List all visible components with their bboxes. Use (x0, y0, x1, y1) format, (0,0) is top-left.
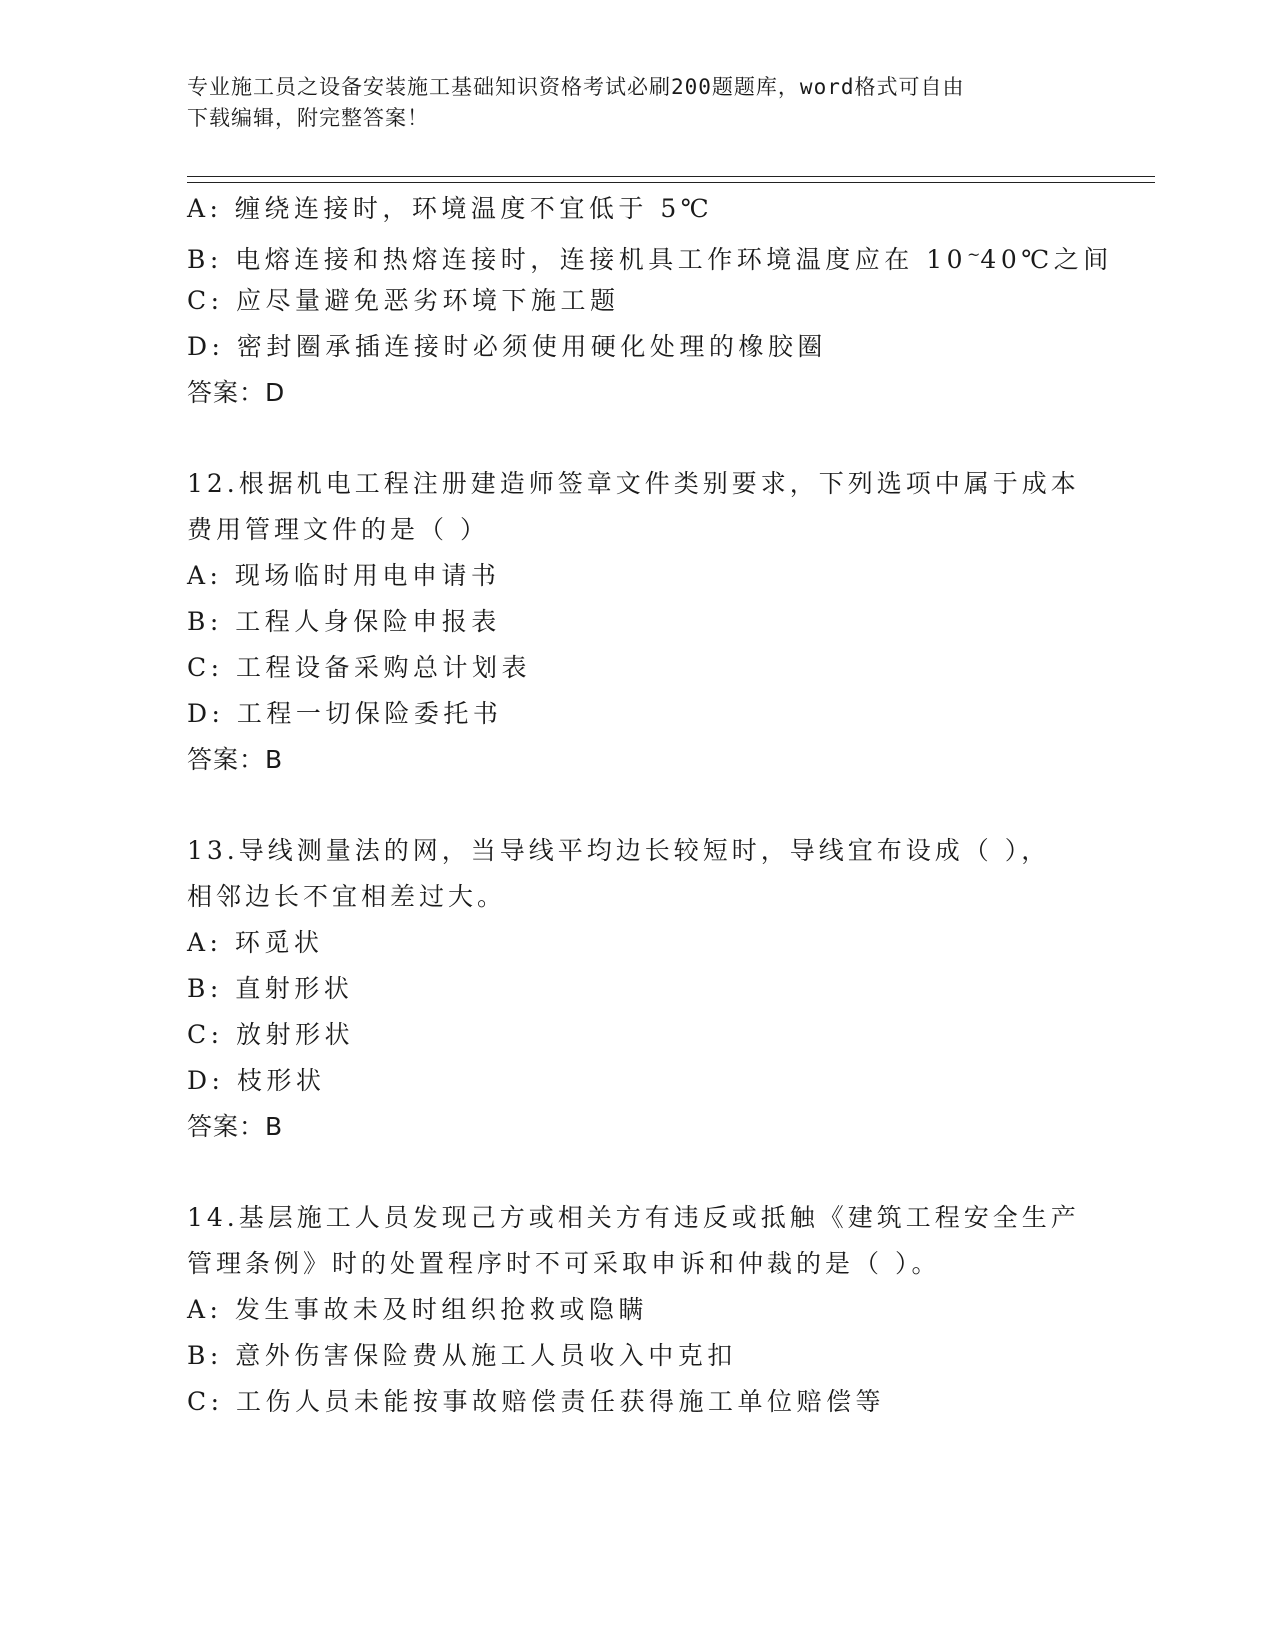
question-stem-line-1: 13.导线测量法的网，当导线平均边长较短时，导线宜布设成（ ）， (187, 836, 1051, 865)
answer: 答案：B (187, 1112, 284, 1141)
question-stem-line-2: 费用管理文件的是（ ） (187, 515, 489, 544)
question-stem-line-1: 12.根据机电工程注册建造师签章文件类别要求，下列选项中属于成本 (187, 469, 1080, 498)
option-c: C: 工程设备采购总计划表 (187, 653, 531, 682)
question-11 (187, 186, 1113, 416)
question-stem-line-2: 管理条例》时的处置程序时不可采取申诉和仲裁的是（ ）。 (187, 1249, 941, 1278)
question-13 (187, 828, 1087, 1150)
option-c: C: 放射形状 (187, 1020, 354, 1049)
answer: 答案：D (187, 378, 286, 407)
option-a: A: 现场临时用电申请书 (187, 561, 501, 590)
option-b: B: 意外伤害保险费从施工人员收入中克扣 (187, 1341, 737, 1370)
option-a: A: 发生事故未及时组织抢救或隐瞒 (187, 1295, 648, 1324)
option-b: B: 直射形状 (187, 974, 354, 1003)
option-b-text: B: 电熔连接和热熔连接时，连接机具工作环境温度应在 10 (187, 245, 968, 274)
question-14 (187, 1195, 1087, 1425)
option-d: D: 枝形状 (187, 1066, 326, 1095)
option-b-tail: 40℃之间 (980, 245, 1113, 274)
option-d: D: 密封圈承插连接时必须使用硬化处理的橡胶圈 (187, 332, 827, 361)
option-a: A: 环觅状 (187, 928, 324, 957)
question-stem-line-2: 相邻边长不宜相差过大。 (187, 882, 507, 911)
question-stem-line-1: 14.基层施工人员发现己方或相关方有违反或抵触《建筑工程安全生产 (187, 1203, 1080, 1232)
option-b (187, 232, 1113, 278)
header-rule-top (187, 176, 1155, 177)
header-rule-bottom (187, 182, 1155, 183)
answer: 答案：B (187, 745, 284, 774)
option-a: A: 缠绕连接时，环境温度不宜低于 5℃ (187, 194, 714, 223)
range-mark: ~ (967, 245, 981, 264)
header-line-1: 专业施工员之设备安装施工基础知识资格考试必刷200题题库，word格式可自由 (187, 75, 965, 99)
document-body (187, 186, 1113, 1425)
option-d: D: 工程一切保险委托书 (187, 699, 503, 728)
header-line-2: 下载编辑，附完整答案！ (187, 106, 429, 130)
option-c: C: 工伤人员未能按事故赔偿责任获得施工单位赔偿等 (187, 1387, 886, 1416)
option-c: C: 应尽量避免恶劣环境下施工题 (187, 286, 620, 315)
document-header (187, 72, 1067, 134)
question-12 (187, 461, 1087, 783)
option-b: B: 工程人身保险申报表 (187, 607, 501, 636)
